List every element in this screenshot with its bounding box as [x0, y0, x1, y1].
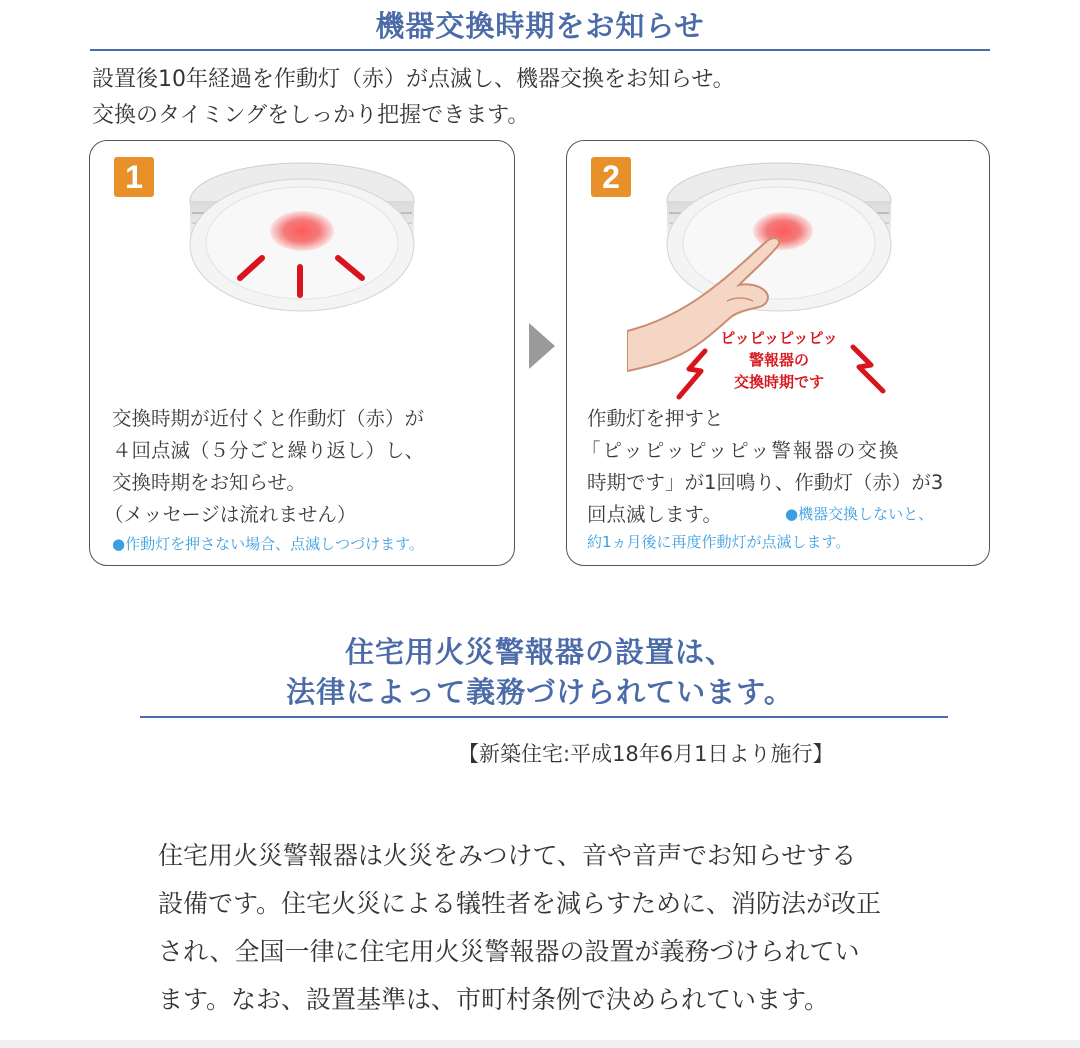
smoke-alarm-press-illustration	[627, 151, 957, 401]
step-panel-2	[566, 140, 990, 566]
intro-line-2: 交換のタイミングをしっかり把握できます。	[92, 103, 530, 128]
section-title-replacement-notice: 機器交換時期をお知らせ	[375, 9, 705, 43]
law-title-line-1: 住宅用火災警報器の設置は、	[344, 635, 735, 669]
panel1-text-line-3: 交換時期をお知らせ。	[112, 471, 306, 494]
callout-beep-text: ピッピッピッピッ	[720, 329, 838, 347]
bottom-divider	[0, 1040, 1080, 1048]
law-title-line-2: 法律によって義務づけられています。	[286, 675, 794, 709]
panel1-text-line-2: ４回点滅（５分ごと繰り返し）し、	[112, 439, 425, 462]
callout-replace-text: 交換時期です	[733, 373, 825, 391]
step-number-badge: 2	[591, 157, 631, 197]
enforcement-date: 【新築住宅:平成18年6月1日より施行】	[458, 742, 834, 766]
panel2-note-line-2: 約1ヵ月後に再度作動灯が点滅します。	[587, 533, 851, 551]
callout-alarm-text: 警報器の	[748, 351, 810, 369]
panel1-note: ●作動灯を押さない場合、点滅しつづけます。	[112, 535, 424, 553]
law-body-line-1: 住宅用火災警報器は火災をみつけて、音や音声でお知らせする	[158, 841, 857, 870]
panel2-text-line-3: 時期です」が1回鳴り、作動灯（赤）が3	[587, 471, 944, 494]
panel2-text-line-4: 回点滅します。	[587, 503, 722, 526]
law-title-underline	[140, 716, 948, 718]
step-panel-1	[89, 140, 515, 566]
panel1-text-line-4: （メッセージは流れません）	[104, 503, 357, 526]
next-step-arrow-icon	[527, 321, 557, 371]
law-body-line-4: ます。なお、設置基準は、市町村条例で決められています。	[158, 985, 830, 1014]
intro-line-1: 設置後10年経過を作動灯（赤）が点滅し、機器交換をお知らせ。	[92, 67, 735, 92]
panel2-note-line-1: ●機器交換しないと、	[785, 505, 934, 523]
law-body-line-2: 設備です。住宅火災による犠牲者を減らすために、消防法が改正	[158, 889, 882, 918]
panel2-text-line-2: 「ピッピッピッピッ警報器の交換	[581, 439, 901, 462]
panel1-text-line-1: 交換時期が近付くと作動灯（赤）が	[112, 407, 425, 430]
panel2-text-line-1: 作動灯を押すと	[587, 407, 724, 430]
smoke-alarm-blinking-illustration	[182, 153, 422, 333]
section-title-underline	[90, 49, 990, 51]
step-number-badge: 1	[114, 157, 154, 197]
law-body-line-3: され、全国一律に住宅用火災警報器の設置が義務づけられてい	[158, 937, 860, 966]
